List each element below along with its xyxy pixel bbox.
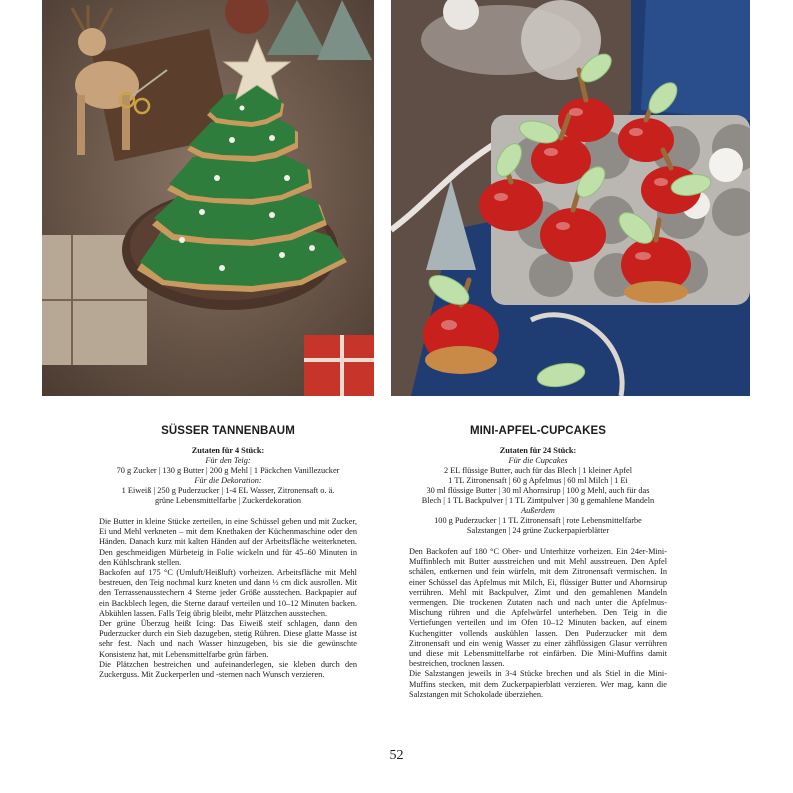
instruction-paragraph: Die Plätzchen bestreichen und aufeinanderlegen, sie kleben durch den Zuckerguss. Mit Zuckerperlen und -sternen nach Wunsch verzieren. bbox=[99, 659, 357, 680]
ingredients-subheading: Für den Teig: bbox=[205, 456, 251, 465]
instruction-paragraph: Die Salzstangen jeweils in 3-4 Stücke brechen und als Stiel in die Mini-Muffins stecken, mit dem Zuckerpapierblatt verzieren. Wer mag, kann die Salzstangen mit Schokolade überziehen. bbox=[409, 669, 667, 699]
instruction-paragraph: Backofen auf 175 °C (Umluft/Heißluft) vorheizen. Arbeitsfläche mit Mehl bestreuen, den Teig nochmal kurz kneten und dann ½ cm dick ausrollen. Mit den Terrassenausstechern 4 Sterne jeder Größe ausstechen. Backpapier auf ein Backblech legen, die Sterne darauf verteilen und 10–12 Minuten backen. Abkühlen lassen. Falls Teig übrig bleibt, mehr Plätzchen ausstechen. bbox=[99, 568, 357, 618]
recipe-title: MINI-APFEL-CUPCAKES bbox=[469, 425, 607, 437]
recipe-title: SÜSSER TANNENBAUM bbox=[161, 425, 295, 437]
ingredient-line: Salzstangen | 24 grüne Zuckerpapierblätter bbox=[466, 526, 610, 535]
ingredients-heading: Zutaten für 4 Stück: bbox=[191, 446, 265, 455]
ingredients-subheading: Für die Cupcakes bbox=[508, 456, 568, 465]
instruction-paragraph: Den Backofen auf 180 °C Ober- und Unterhitze vorheizen. Ein 24er-Mini-Muffinblech mit Butter ausstreichen und mit Mehl ausstreuen. Den Apfel schälen, entkernen und fein würfeln, mit dem Zitronensaft vermischen. In einer Schüssel das Apfelmus mit Milch, Ei, flüssiger Butter und Ahornsirup verrühren. Mehl mit Backpulver, Zimt und den gemahlenen Mandeln vermengen. Die trockenen Zutaten nach und nach unter die Apfelmus-Mischung rühren und die Apfelwürfel unterheben. Den Teig in die Vertiefungen verteilen und im Ofen 10–12 Minuten backen, auf einem Kuchengitter vollends auskühlen lassen. Den Puderzucker mit dem Zitronensaft und ein wenig Wasser zu einer zähflüssigen Glasur verrühren und diese mit Lebensmittelfarbe rot einfärben. Die Mini-Muffins damit bestreichen, trocknen lassen. bbox=[409, 547, 667, 669]
ingredient-line: 1 TL Zitronensaft | 60 g Apfelmus | 60 ml Milch | 1 Ei bbox=[448, 476, 628, 485]
ingredients-subheading: Außerdem bbox=[521, 506, 555, 515]
ingredient-line: 30 ml flüssige Butter | 30 ml Ahornsirup | 100 g Mehl, auch für das bbox=[426, 486, 650, 495]
ingredient-line: 100 g Puderzucker | 1 TL Zitronensaft | rote Lebensmittelfarbe bbox=[434, 516, 642, 525]
ingredient-line: 1 Eiweiß | 250 g Puderzucker | 1-4 EL Wasser, Zitronensaft o. ä. bbox=[121, 486, 335, 495]
instruction-paragraph: Der grüne Überzug heißt Icing: Das Eiweiß steif schlagen, dann den Puderzucker durch ein Sieb dazugeben, stetig Rühren. Diese glatte Masse ist sehr fest. Nach und nach Wasser hinzugeben, bis sie die gewünschte Konsistenz hat, mit Lebensmittelfarbe grün färben. bbox=[99, 619, 357, 659]
ingredients-subheading: Für die Dekoration: bbox=[194, 476, 262, 485]
ingredient-line: Blech | 1 TL Backpulver | 1 TL Zimtpulver | 30 g gemahlene Mandeln bbox=[421, 496, 655, 505]
tannenbaum-photo bbox=[42, 0, 374, 396]
instructions bbox=[409, 547, 667, 700]
ingredient-line: 70 g Zucker | 130 g Butter | 200 g Mehl | 1 Päckchen Vanillezucker bbox=[116, 466, 340, 475]
ingredient-line: grüne Lebensmittelfarbe | Zuckerdekoration bbox=[154, 496, 302, 505]
ingredients-heading: Zutaten für 24 Stück: bbox=[499, 446, 577, 455]
ingredient-line: 2 EL flüssige Butter, auch für das Blech | 1 kleiner Apfel bbox=[443, 466, 633, 475]
apfel-cupcakes-photo bbox=[391, 0, 750, 396]
instruction-paragraph: Die Butter in kleine Stücke zerteilen, in eine Schüssel geben und mit Zucker, Ei und Mehl verkneten – mit dem Knethaken der Küchenmaschine oder den Händen. Danach kurz mit kalten Händen auf der Arbeitsfläche weiterkneten. Den geschmeidigen Mürbeteig in Folie wickeln und für 45–60 Minuten in den Kühlschrank stellen. bbox=[99, 517, 357, 567]
recipe-mini-apfel-cupcakes bbox=[409, 425, 667, 700]
page-number: 52 bbox=[389, 748, 404, 763]
recipe-suesser-tannenbaum bbox=[99, 425, 357, 680]
instructions bbox=[99, 517, 357, 680]
